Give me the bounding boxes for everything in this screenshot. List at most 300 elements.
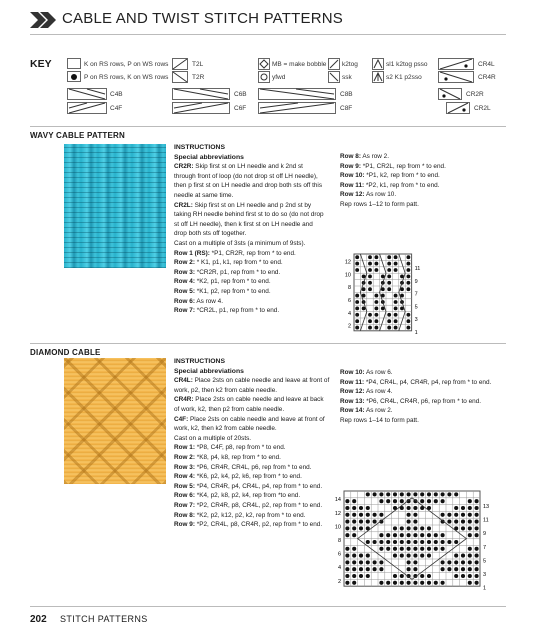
instruction-label: Row 8: [174,511,195,519]
purl-dot [413,540,417,544]
purl-dot [387,281,391,285]
purl-dot [413,581,417,585]
purl-dot [359,560,363,564]
purl-dot [352,574,356,578]
instruction-text: *P2, k1, rep from * to end. [364,181,440,189]
purl-dot [407,567,411,571]
instruction-text: *CR2R, p1, rep from * to end. [194,268,281,276]
row-number: 4 [337,565,341,572]
s2k1-symbol [372,71,384,83]
c6f-symbol [172,102,230,114]
purl-dot [475,513,479,517]
key-cr4l-text: CR4L [478,61,495,68]
key-knit-text: K on RS rows, P on WS rows [84,61,169,68]
purl-dot [461,520,465,524]
purl-dot [427,492,431,496]
purl-dot [355,268,359,272]
purl-dot [394,313,398,317]
purl-dot [400,540,404,544]
instruction-text: *P6, CR4L, CR4R, p6, rep from * to end. [364,397,482,405]
cr4r-symbol [438,71,474,83]
bobble-symbol [258,58,270,70]
purl-dot [406,268,410,272]
instruction-label: Row 12: [340,191,365,199]
purl-dot [345,574,349,578]
purl-dot [420,533,424,537]
instruction-text: Skip first st on LH needle and p 2nd st by taking RH needle behind first st to do so (do not drop st off LH needle), then k first st on LH needle and drop both sts off together. [174,201,324,238]
instruction-text: *CR2L, p1, rep from * to end. [194,307,280,315]
purl-dot [374,268,378,272]
purl-dot [355,319,359,323]
purl-dot [394,294,398,298]
key-s2k1-text: s2 K1 p2sso [386,74,422,81]
purl-dot [352,499,356,503]
purl-dot [420,581,424,585]
instruction-line [340,397,506,407]
purl-dot [427,533,431,537]
key-cr2l-text: CR2L [474,105,491,112]
purl-dot [427,540,431,544]
purl-dot [468,526,472,530]
row-number: 1 [483,585,487,591]
c4b-symbol [67,88,107,100]
row-number: 8 [337,538,341,544]
t2r-symbol [172,71,188,83]
purl-dot [359,567,363,571]
divider [30,34,506,35]
purl-dot [407,540,411,544]
purl-dot [352,520,356,524]
key-purl-text: P on RS rows, K on WS rows [84,74,169,81]
purl-dot [441,581,445,585]
purl-dot [387,274,391,278]
instructions-heading: INSTRUCTIONS [174,144,225,151]
chart-grid [340,250,428,335]
purl-dot [406,326,410,330]
instruction-label: CR2L: [174,201,193,209]
purl-dot [468,567,472,571]
purl-dot [441,547,445,551]
purl-dot [427,499,431,503]
wavy-stitch-chart [340,250,510,334]
row-number: 13 [483,504,490,510]
purl-dot [373,520,377,524]
row-number: 10 [344,272,351,279]
purl-dot [374,326,378,330]
row-number: 1 [414,330,418,335]
purl-dot [406,319,410,323]
purl-dot [355,300,359,304]
purl-dot [359,554,363,558]
row-number: 11 [483,517,489,524]
purl-dot [393,492,397,496]
key-t2l-text: T2L [192,61,204,68]
divider [30,126,506,127]
purl-dot [366,554,370,558]
instruction-label: Row 5: [174,287,195,295]
purl-dot [407,554,411,558]
key-c6f-text: C6F [234,105,247,112]
row-number: 11 [414,266,421,272]
purl-dot [447,567,451,571]
purl-dot [427,574,431,578]
instruction-line [340,416,506,426]
row-number: 5 [414,304,418,311]
purl-dot [352,506,356,510]
instruction-text: *P6, CR4R, CR4L, p6, rep from * to end. [194,463,312,471]
key-cr2r-text: CR2R [466,91,484,98]
yfwd-symbol [258,71,270,83]
row-number: 14 [334,497,341,504]
purl-dot [359,506,363,510]
row-number: 5 [483,558,487,565]
purl-dot [393,581,397,585]
c4f-symbol [67,102,107,114]
purl-dot [368,287,372,291]
purl-dot [413,567,417,571]
purl-dot [475,554,479,558]
purl-dot [393,547,397,551]
diamond-instructions-left [174,357,330,530]
purl-dot [355,313,359,317]
instruction-text: *P2, CR4R, p8, CR4L, p2, rep from * to end. [194,501,323,509]
purl-dot [352,560,356,564]
purl-dot [359,574,363,578]
purl-dot [468,574,472,578]
purl-dot [434,547,438,551]
t2l-symbol [172,58,188,70]
purl-dot [427,547,431,551]
instruction-text: Rep rows 1–12 to form patt. [340,200,419,208]
instruction-text: *P4, CR4R, p4, CR4L, p4, rep from * to end. [194,482,323,490]
instruction-text: Skip first st on LH needle and k 2nd st through front of loop (do not drop st off LH needle), then p first st on LH needle and drop both sts off this needle at same time. [174,163,323,199]
abbreviations-heading: Special abbreviations [174,153,244,161]
purl-dot [413,560,417,564]
purl-dot [400,533,404,537]
instruction-line [174,287,324,297]
instruction-text: *P1, CR2L, rep from * to end. [360,162,446,170]
purl-dot [461,554,465,558]
purl-dot [368,268,372,272]
purl-dot [413,547,417,551]
purl-dot [441,567,445,571]
instruction-text: *P1, CR2R, rep from * to end. [209,249,296,257]
abbreviations-heading: Special abbreviations [174,367,244,375]
sl1-k2tog-psso-symbol [372,58,384,70]
wavy-instructions-right [340,152,506,210]
instruction-line [340,152,506,162]
instruction-line [174,239,324,249]
instruction-label: Row 7: [174,501,195,509]
purl-dot [379,581,383,585]
purl-dot [345,499,349,503]
purl-dot [475,499,479,503]
purl-dot [352,513,356,517]
instruction-text: * K1, p1, k1, rep from * to end. [194,259,283,267]
instruction-line [340,406,506,416]
instruction-line [174,520,330,530]
instruction-line [340,181,506,191]
instruction-label: Row 2: [174,453,195,461]
purl-dot [475,567,479,571]
purl-dot [454,540,458,544]
divider [30,343,506,344]
instruction-line [174,376,330,395]
instruction-text: *P4, CR4L, p4, CR4R, p4, rep from * to end. [364,378,492,386]
row-number: 12 [334,510,341,517]
purl-dot [406,274,410,278]
purl-dot [420,499,424,503]
section-title-diamond: DIAMOND CABLE [30,348,101,357]
instruction-label: CR2R: [174,163,194,171]
purl-dot [345,520,349,524]
purl-dot [366,540,370,544]
key-c4b-text: C4B [110,91,123,98]
instruction-label: CR4L: [174,377,193,385]
purl-dot [387,319,391,323]
instruction-text: Place 2sts on cable needle and leave at front of work, p2, then k2 from cable needle. [174,377,330,394]
purl-dot [374,300,378,304]
purl-dot [406,287,410,291]
purl-dot [407,547,411,551]
page-number: 202 [30,614,47,625]
purl-dot [406,281,410,285]
row-number: 2 [347,323,351,330]
wavy-cable-swatch-photo [64,144,166,268]
purl-dot [379,513,383,517]
purl-dot [366,574,370,578]
purl-dot [374,262,378,266]
instruction-line [174,395,330,414]
purl-dot [468,554,472,558]
instruction-label: Row 10: [340,172,365,180]
purl-dot [345,567,349,571]
purl-dot [475,581,479,585]
purl-dot [420,540,424,544]
key-cr4r-text: CR4R [478,74,496,81]
purl-dot [374,294,378,298]
purl-dot [447,540,451,544]
section-title-wavy: WAVY CABLE PATTERN [30,131,126,140]
purl-dot [420,547,424,551]
row-number: 9 [483,531,487,538]
purl-dot [407,520,411,524]
purl-dot [386,547,390,551]
instructions-heading: INSTRUCTIONS [174,358,225,365]
purl-dot [359,520,363,524]
purl-dot [345,533,349,537]
instruction-text: As row 4. [194,297,224,305]
purl-dot [355,255,359,259]
row-number: 3 [483,572,487,578]
purl-dot [387,262,391,266]
purl-dot [468,513,472,517]
instruction-label: C4F: [174,415,189,423]
purl-dot [379,492,383,496]
purl-dot [400,492,404,496]
key-sl1-text: sl1 k2tog psso [386,61,428,68]
purl-dot [368,326,372,330]
instruction-text: Cast on a multiple of 20sts. [174,434,252,442]
purl-dot [407,506,411,510]
purl-dot [468,506,472,510]
k2tog-symbol [328,58,340,70]
purl-dot [394,268,398,272]
purl-dot [400,499,404,503]
purl-dot [352,547,356,551]
row-number: 12 [344,259,351,266]
divider [30,606,506,607]
diamond-cable-swatch-photo [64,358,166,484]
purl-dot [413,533,417,537]
instruction-line [174,162,324,200]
instruction-text: As row 4. [364,388,393,396]
purl-dot [373,513,377,517]
instruction-label: Row 12: [340,388,365,396]
purl-dot [368,262,372,266]
purl-dot [461,567,465,571]
instruction-text: Rep rows 1–14 to form patt. [340,416,419,424]
instruction-line [174,249,324,259]
instruction-line [174,306,324,316]
purl-dot [441,492,445,496]
purl-dot [420,554,424,558]
knit-symbol [67,58,81,69]
key-yfwd-text: yfwd [272,74,286,81]
purl-dot [366,560,370,564]
purl-dot [345,526,349,530]
purl-dot [387,268,391,272]
instruction-label: Row 7: [174,307,195,315]
purl-dot [374,255,378,259]
purl-dot [379,499,383,503]
purl-dot [366,492,370,496]
instruction-line [340,200,506,210]
purl-dot [352,526,356,530]
purl-dot [406,262,410,266]
purl-dot [434,533,438,537]
instruction-text: Place 2sts on cable needle and leave at back of work, k2, then p2 from cable needle. [174,396,324,413]
instruction-line [174,277,324,287]
purl-dot [475,574,479,578]
instruction-text: *P1, k2, rep from * to end. [364,172,440,180]
instruction-label: Row 1 (RS): [174,249,210,257]
purl-dot [368,281,372,285]
purl-dot [413,513,417,517]
purl-dot [379,560,383,564]
purl-dot [359,513,363,517]
purl-dot [386,499,390,503]
purl-dot [373,540,377,544]
instruction-line [174,472,330,482]
purl-dot [393,533,397,537]
purl-dot [355,326,359,330]
purl-dot [413,554,417,558]
purl-dot [374,313,378,317]
instruction-label: Row 10: [340,369,365,376]
purl-dot [373,560,377,564]
purl-dot [373,567,377,571]
purl-dot [386,540,390,544]
purl-dot [366,506,370,510]
purl-dot [393,574,397,578]
purl-dot [406,255,410,259]
diamond-stitch-chart [330,487,510,591]
purl-dot [394,326,398,330]
instruction-label: Row 4: [174,473,195,481]
purl-dot [407,560,411,564]
instruction-text: *K6, p2, k4, p2, k6, rep from * to end. [194,473,302,481]
instruction-label: Row 9: [340,162,361,170]
key-label: KEY [30,58,52,70]
instruction-label: Row 2: [174,259,195,267]
purl-dot [345,513,349,517]
purl-dot [434,499,438,503]
purl-dot [468,547,472,551]
key-c8f-text: C8F [340,105,353,112]
purl-dot [386,581,390,585]
purl-dot [441,533,445,537]
key-ssk-text: ssk [342,74,352,81]
purl-dot [355,306,359,310]
purl-dot [386,533,390,537]
instruction-text: *K2, p2, k12, p2, k2, rep from * to end. [194,511,306,519]
instruction-label: Row 6: [174,297,195,305]
purl-dot [400,526,404,530]
instruction-text: As row 2. [364,407,393,415]
purl-dot [468,560,472,564]
purl-dot [413,506,417,510]
purl-symbol [67,71,81,82]
purl-dot [387,326,391,330]
purl-dot [373,492,377,496]
purl-dot [468,533,472,537]
row-number: 4 [347,310,351,317]
purl-dot [400,554,404,558]
purl-dot [407,533,411,537]
instruction-line [174,415,330,434]
instruction-label: Row 8: [340,153,361,160]
c6b-symbol [172,88,230,100]
instruction-line [340,162,506,172]
purl-dot [413,526,417,530]
purl-dot [394,255,398,259]
purl-dot [379,540,383,544]
purl-dot [454,567,458,571]
cr2r-symbol [438,88,462,100]
instruction-label: Row 11: [340,181,365,189]
purl-dot [400,574,404,578]
instruction-label: Row 5: [174,482,195,490]
purl-dot [345,554,349,558]
purl-dot [475,506,479,510]
purl-dot [386,492,390,496]
instruction-text: Place 2sts on cable needle and leave at front of work, k2, then k2 from cable needle. [174,415,325,433]
purl-dot [441,499,445,503]
row-number: 6 [347,298,351,304]
row-number: 8 [347,285,351,292]
instruction-line [174,511,330,521]
purl-dot [355,262,359,266]
purl-dot [352,567,356,571]
purl-dot [461,526,465,530]
purl-dot [352,554,356,558]
purl-dot [368,255,372,259]
cr4l-symbol [438,58,474,70]
instruction-label: CR4R: [174,396,194,404]
row-number: 9 [414,278,418,285]
instruction-label: Row 14: [340,407,365,415]
